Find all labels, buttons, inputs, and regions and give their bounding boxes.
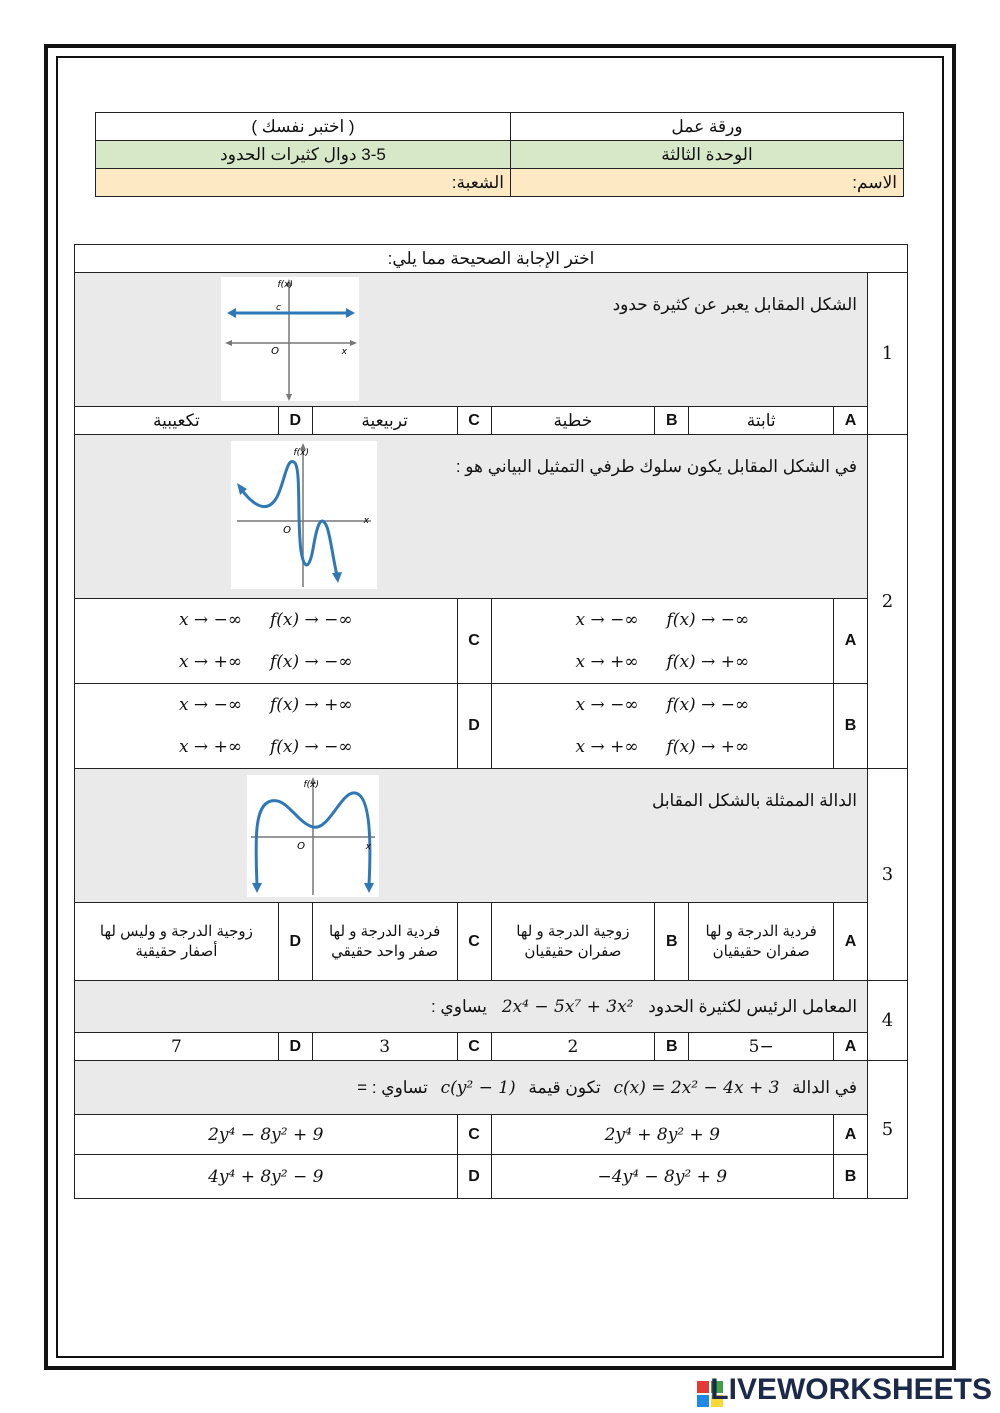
- q5-function: c(x) = 2x² − 4x + 3: [613, 1077, 780, 1098]
- q4-option-a[interactable]: −5: [689, 1033, 834, 1061]
- q2-c-line1-x: x → −∞: [178, 610, 242, 630]
- q2-c-line1-f: f(x) → −∞: [269, 610, 353, 630]
- q2-c-line2-x: x → +∞: [178, 652, 242, 672]
- q4-text-after: يساوي :: [430, 996, 488, 1016]
- name-field[interactable]: الاسم:: [511, 169, 904, 197]
- q1-label-origin: O: [271, 346, 279, 357]
- questions-table: [74, 244, 908, 1199]
- q3-option-d[interactable]: زوجية الدرجة و وليس لها أصفار حقيقية: [75, 903, 279, 981]
- q2-b-line1-x: x → −∞: [575, 695, 639, 715]
- q1-option-b[interactable]: خطية: [491, 407, 655, 435]
- q3-label-origin: O: [297, 841, 305, 852]
- q5-option-a[interactable]: 2y⁴ + 8y² + 9: [491, 1115, 834, 1155]
- question-5-text: [75, 1061, 868, 1115]
- q4-option-b-letter[interactable]: B: [655, 1033, 689, 1061]
- q3-option-c[interactable]: فردية الدرجة و لها صفر واحد حقيقي: [312, 903, 457, 981]
- q2-option-c[interactable]: [75, 599, 458, 684]
- question-number-3: 3: [868, 769, 908, 981]
- q2-a-line2-x: x → +∞: [575, 652, 639, 672]
- lesson-label: 3-5 دوال كثيرات الحدود: [96, 141, 511, 169]
- q1-label-x: x: [341, 347, 347, 357]
- q4-option-a-letter[interactable]: A: [834, 1033, 868, 1061]
- q5-text-mid: تكون قيمة: [528, 1077, 601, 1097]
- q2-a-line1-x: x → −∞: [575, 610, 639, 630]
- q5-option-d-letter[interactable]: D: [457, 1155, 491, 1199]
- question-1-graph: [221, 277, 359, 401]
- question-3-graph: [247, 775, 379, 897]
- q4-option-d[interactable]: 7: [75, 1033, 279, 1061]
- q5-option-c-letter[interactable]: C: [457, 1115, 491, 1155]
- q4-option-d-letter[interactable]: D: [278, 1033, 312, 1061]
- q2-label-origin: O: [283, 525, 291, 536]
- q1-label-c: c: [276, 303, 281, 313]
- q2-option-a[interactable]: [491, 599, 834, 684]
- q3-label-x: x: [365, 842, 371, 852]
- q2-b-line1-f: f(x) → −∞: [666, 695, 750, 715]
- q2-a-line2-f: f(x) → +∞: [666, 652, 750, 672]
- q3-option-b-letter[interactable]: B: [655, 903, 689, 981]
- q1-option-b-letter[interactable]: B: [655, 407, 689, 435]
- q1-option-c-letter[interactable]: C: [457, 407, 491, 435]
- question-1-text: الشكل المقابل يعبر عن كثيرة حدود: [612, 295, 858, 314]
- q2-d-line1-f: f(x) → +∞: [269, 695, 353, 715]
- question-number-1: 1: [868, 273, 908, 435]
- q3-option-a[interactable]: فردية الدرجة و لها صفران حقيقيان: [689, 903, 834, 981]
- q3-option-d-letter[interactable]: D: [278, 903, 312, 981]
- q1-option-a[interactable]: ثابتة: [689, 407, 834, 435]
- q4-expression: 2x⁴ − 5x⁷ + 3x²: [501, 996, 634, 1017]
- q4-option-c[interactable]: 3: [312, 1033, 457, 1061]
- question-3-text: الدالة الممثلة بالشكل المقابل: [651, 791, 858, 810]
- question-number-4: 4: [868, 981, 908, 1061]
- q4-text-before: المعامل الرئيس لكثيرة الحدود: [648, 996, 858, 1016]
- q3-option-a-letter[interactable]: A: [834, 903, 868, 981]
- q4-option-c-letter[interactable]: C: [457, 1033, 491, 1061]
- q1-option-d[interactable]: تكعيبية: [75, 407, 279, 435]
- question-2-text-cell: [75, 435, 868, 599]
- instruction-text: اختر الإجابة الصحيحة مما يلي:: [75, 245, 908, 273]
- q5-option-d[interactable]: 4y⁴ + 8y² − 9: [75, 1155, 458, 1199]
- q3-option-c-letter[interactable]: C: [457, 903, 491, 981]
- q5-text-after: تساوي : =: [357, 1077, 428, 1097]
- q5-expression: c(y² − 1): [440, 1077, 516, 1098]
- question-1-text-cell: [75, 273, 868, 407]
- question-4-text: [75, 981, 868, 1033]
- unit-label: الوحدة الثالثة: [511, 141, 904, 169]
- q2-option-d-letter[interactable]: D: [457, 684, 491, 769]
- q2-option-c-letter[interactable]: C: [457, 599, 491, 684]
- liveworksheets-watermark[interactable]: LIVEWORKSHEETS: [710, 1373, 992, 1406]
- worksheet-title: ورقة عمل: [511, 113, 904, 141]
- q1-option-d-letter[interactable]: D: [278, 407, 312, 435]
- q5-text-before: في الدالة: [792, 1077, 858, 1097]
- q2-a-line1-f: f(x) → −∞: [666, 610, 750, 630]
- q1-axis-fx: f(x): [277, 280, 293, 290]
- worksheet-subtitle: ( اختبر نفسك ): [96, 113, 511, 141]
- question-3-text-cell: [75, 769, 868, 903]
- q5-option-a-letter[interactable]: A: [834, 1115, 868, 1155]
- q2-b-line2-x: x → +∞: [575, 737, 639, 757]
- q2-d-line2-f: f(x) → −∞: [269, 737, 353, 757]
- worksheet-header-table: [95, 112, 904, 197]
- question-number-2: 2: [868, 435, 908, 769]
- q2-b-line2-f: f(x) → +∞: [666, 737, 750, 757]
- q4-option-b[interactable]: 2: [491, 1033, 655, 1061]
- q2-d-line1-x: x → −∞: [178, 695, 242, 715]
- q3-option-b[interactable]: زوجية الدرجة و لها صفران حقيقيان: [491, 903, 655, 981]
- q2-option-b[interactable]: [491, 684, 834, 769]
- q2-option-d[interactable]: [75, 684, 458, 769]
- q3-axis-fx: f(x): [303, 780, 319, 790]
- question-number-5: 5: [868, 1061, 908, 1199]
- q1-option-c[interactable]: تربيعية: [312, 407, 457, 435]
- q2-axis-fx: f(x): [293, 448, 309, 458]
- question-2-graph: [231, 441, 377, 589]
- q1-option-a-letter[interactable]: A: [834, 407, 868, 435]
- section-field[interactable]: الشعبة:: [96, 169, 511, 197]
- q5-option-b[interactable]: −4y⁴ − 8y² + 9: [491, 1155, 834, 1199]
- q2-c-line2-f: f(x) → −∞: [269, 652, 353, 672]
- q2-label-x: x: [363, 516, 369, 526]
- question-2-text: في الشكل المقابل يكون سلوك طرفي التمثيل البياني هو :: [455, 457, 858, 476]
- q5-option-b-letter[interactable]: B: [834, 1155, 868, 1199]
- q2-option-b-letter[interactable]: B: [834, 684, 868, 769]
- q2-d-line2-x: x → +∞: [178, 737, 242, 757]
- q5-option-c[interactable]: 2y⁴ − 8y² + 9: [75, 1115, 458, 1155]
- q2-option-a-letter[interactable]: A: [834, 599, 868, 684]
